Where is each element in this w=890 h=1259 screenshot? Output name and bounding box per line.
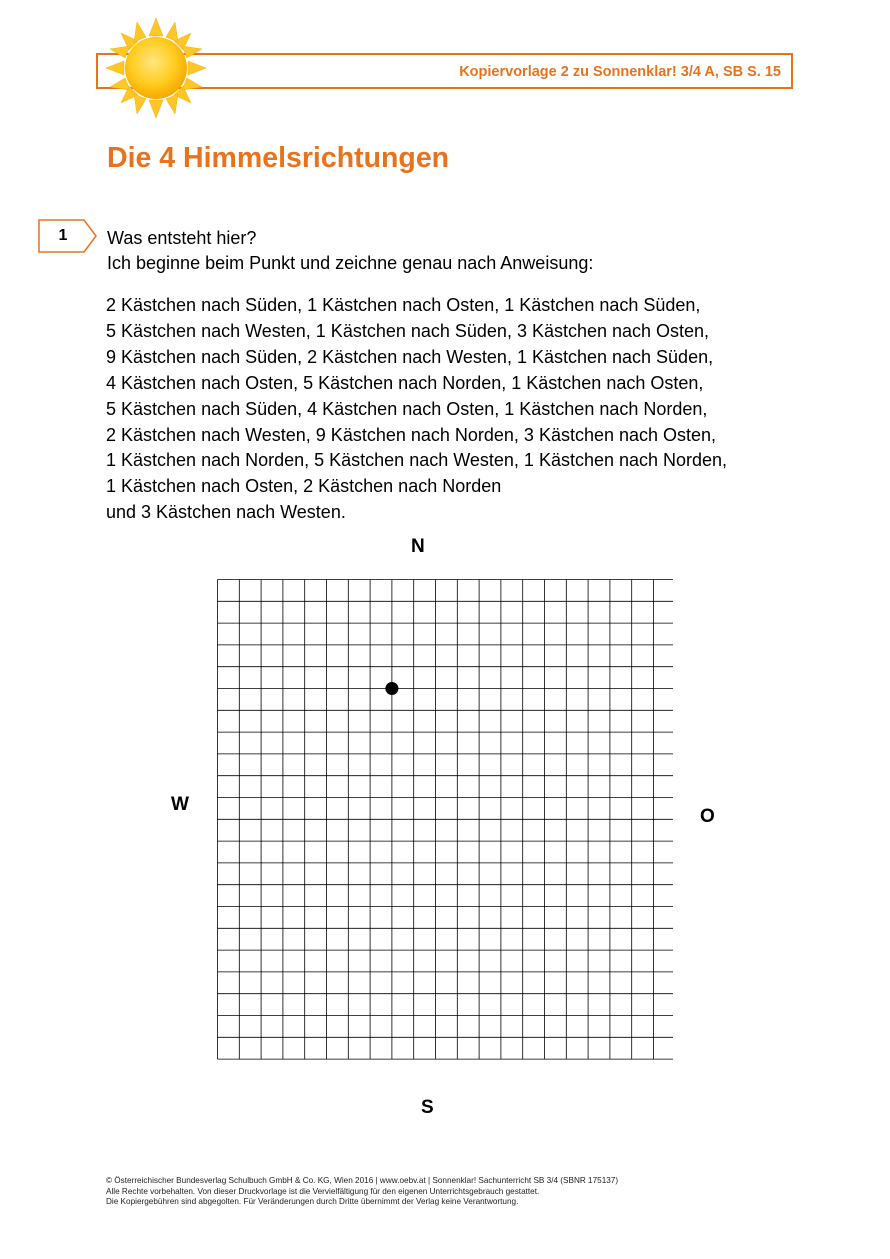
footer-line: © Österreichischer Bundesverlag Schulbuch GmbH & Co. KG, Wien 2016 | www.oebv.at | Sonnenklar! Sachunterricht SB 3/4 (SBNR 175137) [106,1176,619,1185]
task-question: Was entsteht hier? [107,228,257,248]
page-title: Die 4 Himmelsrichtungen [107,142,450,174]
instruction-line: 5 Kästchen nach Westen, 1 Kästchen nach Süden, 3 Kästchen nach Osten, [106,320,710,341]
instruction-line: 2 Kästchen nach Süden, 1 Kästchen nach Osten, 1 Kästchen nach Süden, [106,295,701,315]
compass-south: S [421,1097,434,1118]
drawing-grid[interactable] [217,579,673,1064]
instruction-line: 1 Kästchen nach Norden, 5 Kästchen nach Westen, 1 Kästchen nach Norden, [106,450,728,471]
instruction-line: und 3 Kästchen nach Westen. [106,502,346,523]
copyright-footer [106,1176,618,1208]
instruction-line: 2 Kästchen nach Westen, 9 Kästchen nach Norden, 3 Kästchen nach Osten, [106,424,717,445]
instruction-line: 4 Kästchen nach Osten, 5 Kästchen nach Norden, 1 Kästchen nach Osten, [106,372,704,393]
compass-north: N [411,536,425,557]
task-intro [107,226,593,276]
footer-line: Die Kopiergebühren sind abgegolten. Für Veränderungen durch Dritte übernimmt der Verlag keine Verantwortung. [106,1197,519,1207]
sun-icon [106,18,206,118]
compass-west: W [171,794,189,815]
instruction-list [106,293,727,526]
header-text: Kopiervorlage 2 zu Sonnenklar! 3/4 A, SB S. 15 [459,64,781,80]
instruction-line: 9 Kästchen nach Süden, 2 Kästchen nach Westen, 1 Kästchen nach Süden, [106,346,714,367]
footer-line: Alle Rechte vorbehalten. Von dieser Druckvorlage ist die Vervielfältigung für den eigenen Unterrichtsgebrauch gestattet. [106,1186,540,1196]
start-point [385,682,398,695]
task-prompt: Ich beginne beim Punkt und zeichne genau nach Anweisung: [107,253,594,273]
task-number: 1 [58,227,68,244]
instruction-line: 5 Kästchen nach Süden, 4 Kästchen nach Osten, 1 Kästchen nach Norden, [106,398,708,419]
compass-east: O [700,806,715,827]
instruction-line: 1 Kästchen nach Osten, 2 Kästchen nach Norden [106,476,502,497]
